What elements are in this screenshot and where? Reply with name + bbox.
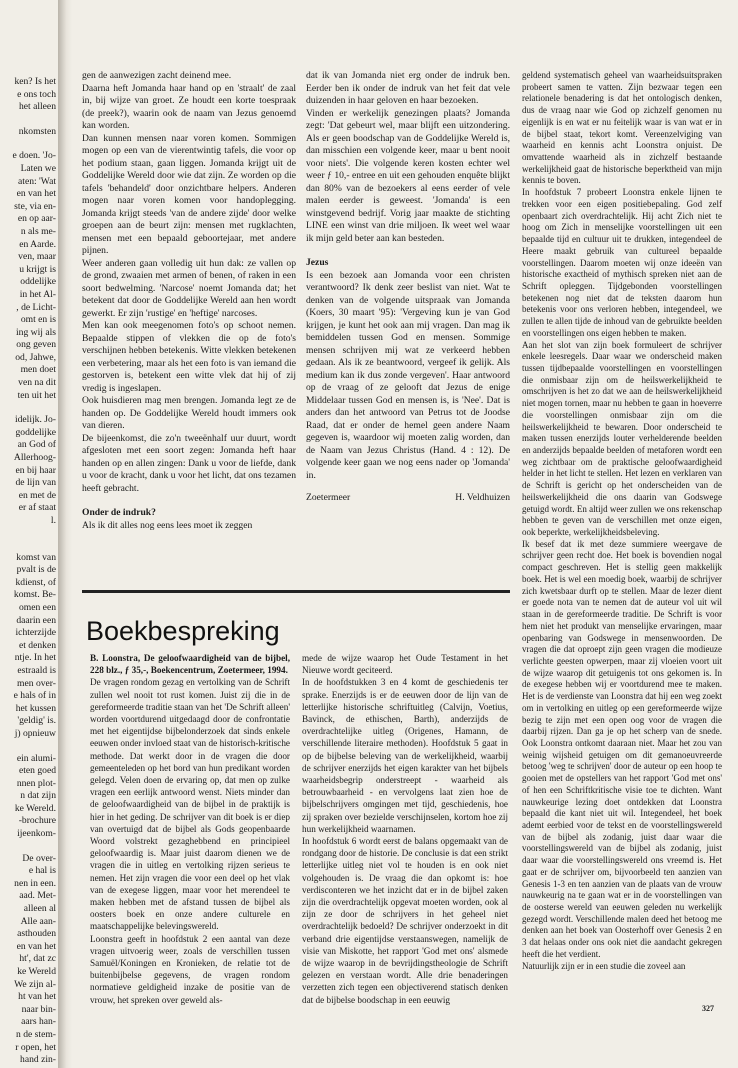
previous-page-line: et denken [18,639,56,651]
previous-page-line: het alleen [18,101,56,113]
review-paragraph: geldend systematisch geheel van waarheidsuitspraken probeert samen te vatten. Zijn bezwaar tegen een relationele benadering is dat het ontologisch denken, dus de vraag naar wie God op zichzelf genomen nu eigenlijk is en wat er nu feitelijk waar is van wat er in de bijbel staat, tekort komt. Vereenzelviging van waarheid en kennis acht Loonstra onjuist. De omvattende waarheid als in zichzelf bestaande werkelijkheid gaat de historische beperktheid van mijn kennis te boven. [522,70,722,186]
article-paragraph: Is een bezoek aan Jomanda voor een christen verantwoord? Ik denk zeer beslist van niet. Wat te denken van de volgende uitspraak van Jomanda (Koers, 30 maart '95): 'Vergeving kun je van God krijgen, je kunt het ook aan mij vragen. Dan mag ik bemiddelen tussen God en mensen. Sommige mensen schrijven mij wat ze verkeerd hebben gedaan. Als ik ze beantwoord, vergeef ik gelijk. Als medium kan ik dus zonde vergeven'. Haar antwoord op de vraag of ze gelooft dat Jezus de enige Middelaar tussen God en mensen is, is 'Nee'. Dat is anders dan het antwoord van Petrus tot de Joodse Raad, dat er onder de hemel geen andere Naam gegeven is, waardoor wij moeten zalig worden, dan de Naam van Jezus Christus (Hand. 4 : 12). De volgende keer gaan we nog eens nader op 'Jomanda' in. [306,269,510,481]
page-number: 327 [702,1004,714,1013]
previous-page-line: omen een [18,601,56,613]
previous-page-line: e hal is [28,865,56,877]
previous-page-line: ong geven [16,339,56,351]
article-column-2 [306,70,510,505]
previous-page-line: komst van [16,551,56,563]
previous-page-line: aten: 'Wat [18,175,56,187]
previous-page-line: j) opnieuw [14,727,56,739]
previous-page-line: e doen. 'Jo- [12,150,56,162]
previous-page-line: hand zin- [20,1054,56,1066]
article-paragraph: Dan kunnen mensen naar voren komen. Sommigen mogen op een van de vierentwintig tafels, die voor op het podium staan, gaan liggen. Jomanda krijgt uit de Goddelijke Wereld door wie dat zijn. Ze worden op die tafels 'behandeld' door onzichtbare helpers. Anderen mogen naar voren komen voor handoplegging. Jomanda krijgt steeds 'van de andere zijde' door welke groepen aan de beurt zijn: mensen met rugklachten, mensen met een bepaald geboortejaar, met andere pijnen. [82,132,296,256]
previous-page-line: ein alumi- [16,752,56,764]
article-paragraph: Ook huisdieren mag men brengen. Jomanda legt ze de handen op. De Goddelijke Wereld houdt immers ook van dieren. [82,395,296,431]
review-paragraph: De vragen rondom gezag en vertolking van de Schrift zullen wel nooit tot rust komen. Juist zij die in de gereformeerde traditie staan van het 'De Schrift alleen' worden voortdurend uitgedaagd door de confrontatie met het eigentijdse bijbelonderzoek dat sinds enkele eeuwen onder invloed staat van de historisch-kritische methode. Dat werkt door in de vragen die door gemeenteleden op het bord van hun predikant worden gelegd. Velen doen de ervaring op, dat men op zulke vragen een eerlijk antwoord wenst. Niets minder dan de geloofwaardigheid van de bijbel in de praktijk is hier in het geding. De schrijver van dit boek is er diep van overtuigd dat de bijbel als Gods geopenbaarde Woord volstrekt gezaghebbend en principieel geloofwaardig is. Maar juist daarom dienen we de vragen die in uitleg en vertolking rijzen serieus te nemen. Het zijn vragen die voor een deel op het vlak van de exegese liggen, maar voor het merendeel te maken hebben met de afstand tussen de bijbel als oosters boek en onze andere culturele en maatschappelijke belevingswereld. [90,677,290,932]
previous-page-line: , de Licht- [16,301,56,313]
previous-page-line: komst. Be- [13,589,56,601]
article-paragraph: Als ik dit alles nog eens lees moet ik zeggen [82,519,253,531]
previous-page-line: n dat zijn [20,790,56,802]
previous-page-line: ke Wereld. [14,802,56,814]
article-paragraph: Men kan ook meegenomen foto's op schoot nemen. Bepaalde stippen of vlekken die op de foto's verschijnen hebben betekenis. Witte vlekken betekenen een verbetering, maar als het een foto is van iemand die gestorven is, betekent een witte vlek dat hij of zij vredig is ingeslapen. [82,320,296,394]
previous-page-line: naar bin- [21,1003,56,1015]
review-column-3 [522,70,722,972]
previous-page-line: er af staat [18,502,56,514]
section-heading: Onder de indruk? [82,507,156,518]
previous-page-line: in het Al- [19,288,56,300]
binding-gutter [58,0,72,1068]
article-signature [306,492,510,505]
previous-page-line: asthouden [17,928,56,940]
previous-page-line: eten goed [18,765,56,777]
previous-page-line: aad. Met- [19,890,56,902]
previous-page-line [0,841,56,853]
review-bibliography: B. Loonstra, De geloofwaardigheid van de bijbel, 228 blz., ƒ 35,-, Boekencentrum, Zoetermeer, 1994. [90,653,290,676]
previous-page-line: aars han- [21,1016,56,1028]
previous-page-line: u krijgt is [19,263,56,275]
article-author: H. Veldhuizen [455,492,510,503]
previous-page-line: ing wij als [16,326,56,338]
article-paragraph: Vinden er werkelijk genezingen plaats? Jomanda zegt: 'Dat gebeurt wel, maar blijft een uitzondering. Als er geen boodschap van de Goddelijke Wereld is, dan misschien een volgende keer, maar u bent nooit voor niets'. Die volgende keren kosten echter wel weer ƒ 10,- entree en uit een gehouden enquête blijkt dan 80% van de bezoekers al eens eerder of vele malen eerder is geweest. 'Jomanda' is een winstgevend bedrijf. Vorig jaar maakte de stichting LINE een winst van drie miljoen. Ik weet wel waar ik mijn geld beter aan kan besteden. [306,107,510,244]
previous-page-line: men doet [20,364,56,376]
previous-page-line [0,402,56,414]
previous-page-line: ichterzijde [15,627,56,639]
previous-page-line: omt en is [20,314,56,326]
section-heading: Jezus [306,257,329,268]
review-section-title: Boekbespreking [86,616,280,646]
previous-page-line: idelijk. Jo- [14,414,56,426]
previous-page-line [0,540,56,552]
article-paragraph: De bijeenkomst, die zo'n tweeënhalf uur duurt, wordt afgesloten met een soort zegen: Jomanda heft haar handen op en allen zingen: Dank u voor de liefde, dank u voor de kracht, dank u voor het licht, dat ons tezamen heeft gebracht. [82,432,296,494]
previous-page-line: nnen plot- [16,777,56,789]
previous-page-line: ht van het [18,991,56,1003]
previous-page-line: en van het [16,940,56,952]
review-paragraph: mede de wijze waarop het Oude Testament in het Nieuwe wordt geciteerd. [302,653,508,676]
previous-page-line [0,114,56,126]
previous-page-line [0,528,56,540]
previous-page-line: l. [50,515,56,526]
review-paragraph: In de hoofdstukken 3 en 4 komt de geschiedenis ter sprake. Enerzijds is er de eeuwen door de lijn van de letterlijke historische schriftuitleg (Calvijn, Voetius, Bavinck, de ethischen, Barth), anderzijds de overdrachtelijke uitleg (Origenes, Hamann, de verschillende literaire methoden). Hoofdstuk 5 gaat in op de bijbelse beleving van de werkelijkheid, waarbij de schrijver enerzijds het eigen karakter van het bijbels waarheidsbegrip onderstreept - waarheid als betrouwbaarheid - en vervolgens laat zien hoe de bijbelschrijvers omgingen met tijd, geschiedenis, hoe zij spraken over bezielde verschijnselen, kortom hoe zij hun werkelijkheid waarnamen. [302,677,508,834]
previous-page-line: en met de [18,489,56,501]
previous-page-line: het kussen [15,702,56,714]
review-paragraph: Natuurlijk zijn er in een studie die zoveel aan [522,960,686,971]
previous-page-line: We zijn al- [14,978,56,990]
previous-page-line: ven na dit [18,377,56,389]
article-place: Zoetermeer [306,492,351,503]
previous-page-line: od, Jahwe, [15,351,56,363]
section-divider [82,590,510,593]
previous-page-line: de lijn van [15,477,56,489]
previous-page-line: n de stem- [16,1028,56,1040]
previous-page-line: en Aarde. [19,238,56,250]
review-paragraph: In hoofdstuk 7 probeert Loonstra enkele lijnen te trekken voor een eigen positiebepaling. God zelf openbaart zich overdrachtelijk. Hij acht Zich niet te hoog om Zich in menselijke voorstellingen uit een bepaalde tijd en cultuur uit te drukken, integendeel de Heere maakt gebruik van cultureel bepaalde voorstellingen. Daarom moeten wij onze ideeën van historische exactheid of mythisch spreken niet aan de Schrift opleggen. Tijdgebonden voorstellingen betekenen nog niet dat de teksten daarom hun betekenis voor ons verloren hebben, integendeel, we zullen te allen tijde de inhoud van de gebruikte beelden en voorstellingen ons eigen hebben te maken. [522,187,722,338]
previous-page-line: ke Wereld [17,966,56,977]
article-paragraph: dat ik van Jomanda niet erg onder de indruk ben. Eerder ben ik onder de indruk van het feit dat vele duizenden in haar geloven en haar bezoeken. [306,70,510,106]
previous-page-line: e hals of in [13,690,56,702]
previous-page-line: e ons toch [17,88,56,100]
previous-page-line: ste, via en- [14,200,56,212]
previous-page-line: ten uit het [17,389,56,401]
previous-page-line: ken? Is het [14,76,56,87]
review-paragraph: In hoofdstuk 6 wordt eerst de balans opgemaakt van de rondgang door de historie. De conclusie is dat een strikt letterlijke uitleg niet vol te houden is en ook niet volgehouden is. De vraag die dan opkomt is: hoe verdisconteren we het inzicht dat er in de bijbel zaken zijn die overdrachtelijk opgevat moeten worden, ook al zijn ze door de schrijvers in het geheel niet overdrachtelijk bedoeld? De schrijver onderzoekt in dit verband drie eigentijdse verstaanswegen, namelijk de visie van Miskotte, het rapport 'God met ons' alsmede de wijze waarop in de bevrijdingstheologie de Schrift gelezen en verstaan wordt. Alle drie benaderingen verzetten zich tegen een objectiverend statisch denken dat de bijbelse boodschap in een eeuwig [302,836,508,1005]
previous-page-line: ven, maar [18,251,56,263]
previous-page-line: De over- [22,852,56,864]
previous-page-line [0,741,56,753]
review-column-1 [90,652,290,1006]
review-paragraph: Aan het slot van zijn boek formuleert de schrijver enkele leesregels. Daar waar we onderscheid maken tussen tijdbepaalde voorstellingen en voorstellingen die onmisbaar zijn om de heilswerkelijkheid te omschrijven is het zo dat we aan de heilswerkelijkheid niet mogen tornen, maar nu hebben te gaan in hoeverre die voorstellingen onmisbaar zijn om die heilswerkelijkheid te bewaren. Door onderscheid te maken tussen enerzijds louter verhelderende beelden en anderzijds bepaalde beelden of metaforen wordt een weg zichtbaar om de praktische geloofwaardigheid helder in het licht te stellen. Het lezen en verklaren van de Schrift is gericht op het onderscheiden van de heilswerkelijkheid die ons daarin van Godswege getuigd wordt. En altijd weer zullen we ons rekenschap hebben te geven van de verschillen met onze eigen, ook beperkte, werkelijkheidsbeleving. [522,339,722,538]
previous-page-line: Laten we [20,162,56,174]
article-paragraph: Daarna heft Jomanda haar hand op en 'straalt' de zaal in, bij wijze van groet. Ze houdt een korte toespraak (de preek?), waarin ook de naam van Jezus genoemd kan worden. [82,82,296,131]
previous-page-line: kdienst, of [15,576,56,588]
previous-page-line: -brochure [18,815,56,827]
previous-page-line: en van het [16,188,56,200]
previous-page-line: an God of [17,439,56,451]
review-paragraph: Ik besef dat ik met deze summiere weergave de schrijver geen recht doe. Het boek is bovendien nogal compact geschreven. Het is stellig geen makkelijk boek. Het is wel een moedig boek, waarbij de schrijver zich kwetsbaar durft op te stellen. Maar de lezer dient er goede nota van te nemen dat de auteur vol uit wil staan in de gereformeerde traditie. De Schrift is voor hem niet het produkt van menselijke ervaringen, maar openbaring van Godswege in mensenwoorden. De vragen die dat oproept zijn geen vragen die modieuze verlichte geesten opwerpen, maar zij vloeien voort uit de wijze waarop dit getuigenis tot ons gekomen is. In de exegese hebben wij er voortdurend mee te maken. Het is de verdienste van Loonstra dat hij een weg zoekt om in vertolking en uitleg op een gereformeerde wijze bezig te zijn met een open oog voor de vragen die daarbij rijzen. Dan ga je op het scherp van de snede. Ook Loonstra ontkomt daaraan niet. Maar het zou van weinig wijsheid getuigen om dit gemanoeuvreerde betoog 'weg te schrijven' door de auteur op een hoop te gooien met de opstellers van het rapport 'God met ons' of hen een Schriftkritische visie toe te dichten. Want nauwkeurige lezing doet ontdekken dat Loonstra bepaald die kant niet uit wil. Integendeel, het boek ademt eerbied voor de tekst en de voorstellingswereld van de bijbel als zodanig, juist daar waar die voorstellingswereld van de bijbel als zodanig, juist daar waar die voorstellingswereld ons vreemd is. Het gaat er de schrijver om, bijvoorbeeld ten aanzien van Genesis 1-3 en ten aanzien van de plaats van de vrouw nauwkeurig na te gaan wat er in de voorstellingen van de oosterse wereld van eeuwen geleden nu werkelijk gezegd wordt. Verschillende malen deed het betoog me denken aan het boek van Oosterhoff over Genesis 2 en 3 dat helaas onder ons ook niet die aandacht gekregen heeft die het verdient. [522,538,722,959]
review-paragraph: Loonstra geeft in hoofdstuk 2 een aantal van deze vragen uitvoerig weer, zoals de verschillen tussen Samuël/Koningen en Kronieken, de relatie tot de buitenbijbelse gegevens, de vragen rondom normatieve geldigheid inzake de positie van de vrouw, het spreken over geweld als- [90,933,290,1005]
previous-page-line: ntje. In het [14,652,56,664]
previous-page-line: nkomsten [18,125,56,137]
previous-page-line: r open, het [15,1041,56,1053]
previous-page-line: daarin een [16,614,56,626]
previous-page-line: pvalt is de [16,564,56,576]
previous-page-line: oddelijke [20,276,56,288]
previous-page-line: alleen al [23,903,56,915]
previous-page-line: goddelijke [15,426,56,438]
previous-page-line: n als me- [20,225,56,237]
article-paragraph: gen de aanwezigen zacht deinend mee. [82,70,232,81]
previous-page-line: Alle aan- [20,915,56,927]
previous-page-line: ht', dat zc [19,953,56,965]
review-column-2 [302,652,508,1006]
previous-page-line: nen in een. [14,877,56,889]
article-paragraph: Weer anderen gaan volledig uit hun dak: ze vallen op de grond, zwaaien met armen of benen, of raken in een soort bedwelming. 'Narcose' noemt Jomanda dat; het betekent dat door de Goddelijke Wereld aan hen wordt gewerkt. Er zijn 'rustige' en 'heftige' narcoses. [82,257,296,319]
previous-page-line: en bij haar [15,464,56,476]
article-column-1 [82,70,296,532]
previous-page-column [0,76,56,1067]
previous-page-line: Allerhoog- [13,452,56,464]
previous-page-line: estraald is [17,664,56,676]
previous-page-line: en op aar- [17,213,56,225]
previous-page-line: ijeenkom- [17,828,56,840]
previous-page-line: men over- [17,677,56,689]
previous-page-line: 'geldig' is. [17,715,56,727]
previous-page-line [0,138,56,150]
